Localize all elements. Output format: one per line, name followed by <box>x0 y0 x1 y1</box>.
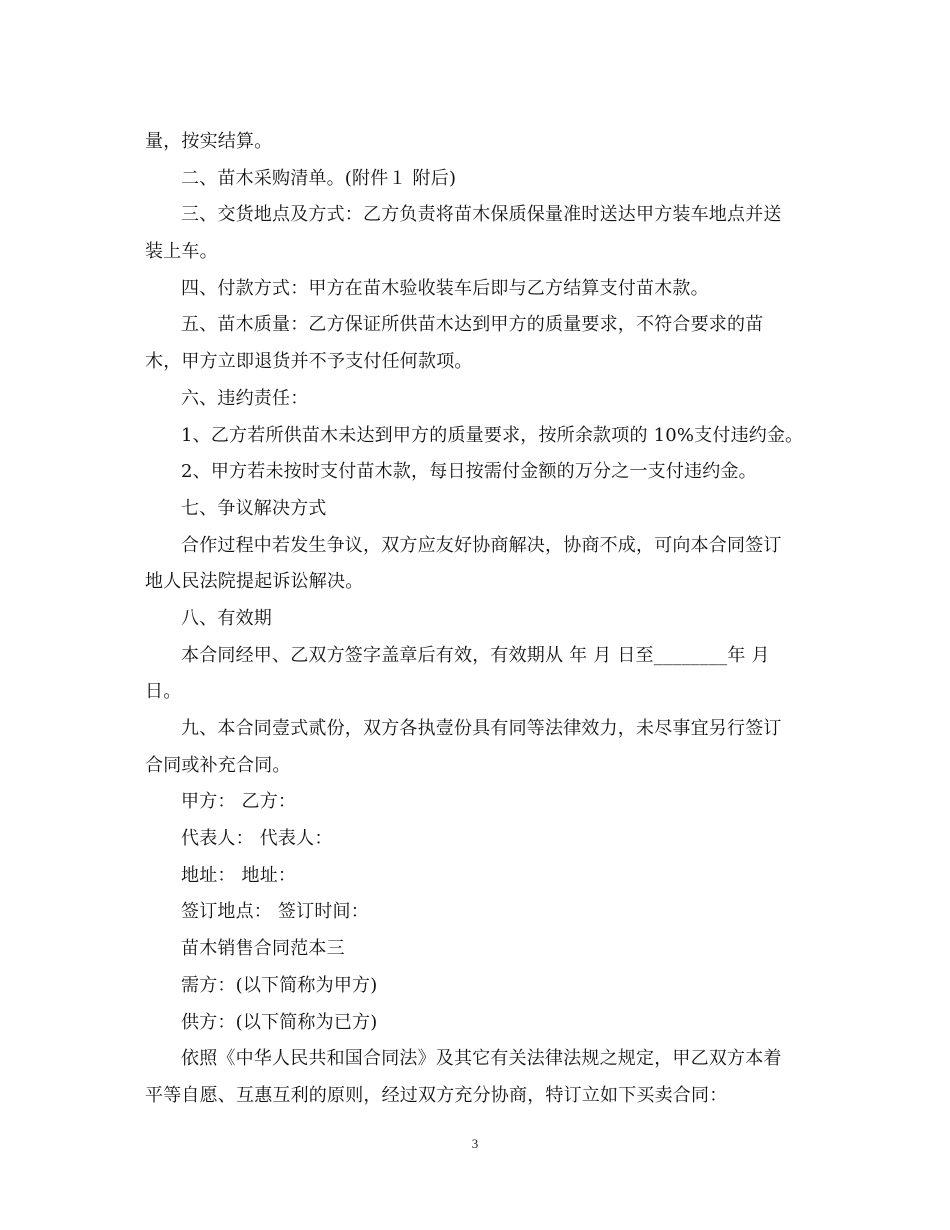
text-line: 五、苗木质量：乙方保证所供苗木达到甲方的质量要求，不符合要求的苗 <box>181 314 764 336</box>
section-heading: 八、有效期 <box>181 607 272 629</box>
text-line: 地人民法院提起诉讼解决。 <box>145 571 364 593</box>
text-line: 1、乙方若所供苗木未达到甲方的质量要求，按所余款项的 10%支付违约金。 <box>181 424 804 446</box>
text-line: 合作过程中若发生争议，双方应友好协商解决，协商不成，可向本合同签订 <box>181 534 782 556</box>
document-subtitle: 苗木销售合同范本三 <box>181 938 345 960</box>
text-line: 四、付款方式：甲方在苗木验收装车后即与乙方结算支付苗木款。 <box>181 277 709 299</box>
text-line: 日。 <box>145 681 182 703</box>
signature-field: 地址： 地址： <box>181 864 297 886</box>
section-heading: 七、争议解决方式 <box>181 497 327 519</box>
text-line: 本合同经甲、乙双方签字盖章后有效，有效期从 年 月 日至________年 月 <box>181 644 770 666</box>
text-line: 依照《中华人民共和国合同法》及其它有关法律法规之规定，甲乙双方本着 <box>181 1048 782 1070</box>
signature-field: 甲方： 乙方： <box>181 791 297 813</box>
text-line: 木，甲方立即退货并不予支付任何款项。 <box>145 351 473 373</box>
document-body <box>145 124 805 1115</box>
text-line: 合同或补充合同。 <box>145 754 291 776</box>
signature-field: 代表人： 代表人： <box>181 828 333 850</box>
text-line: 2、甲方若未按时支付苗木款，每日按需付金额的万分之一支付违约金。 <box>181 461 757 483</box>
text-line: 量，按实结算。 <box>145 131 273 152</box>
text-line: 九、本合同壹式贰份，双方各执壹份具有同等法律效力，未尽事宜另行签订 <box>181 718 782 739</box>
party-line: 需方：(以下简称为甲方) <box>181 974 378 996</box>
party-line: 供方：(以下简称为已方) <box>181 1011 378 1033</box>
text-line: 装上车。 <box>145 241 218 263</box>
section-heading: 六、违约责任： <box>181 387 309 409</box>
text-line: 平等自愿、互惠互利的原则，经过双方充分协商，特订立如下买卖合同： <box>145 1084 728 1106</box>
text-line: 三、交货地点及方式：乙方负责将苗木保质保量准时送达甲方装车地点并送 <box>181 204 782 226</box>
text-line: 二、苗木采购清单。(附件１ 附后) <box>181 167 457 189</box>
signature-field: 签订地点： 签订时间： <box>181 901 369 923</box>
page-number: 3 <box>471 1136 479 1151</box>
